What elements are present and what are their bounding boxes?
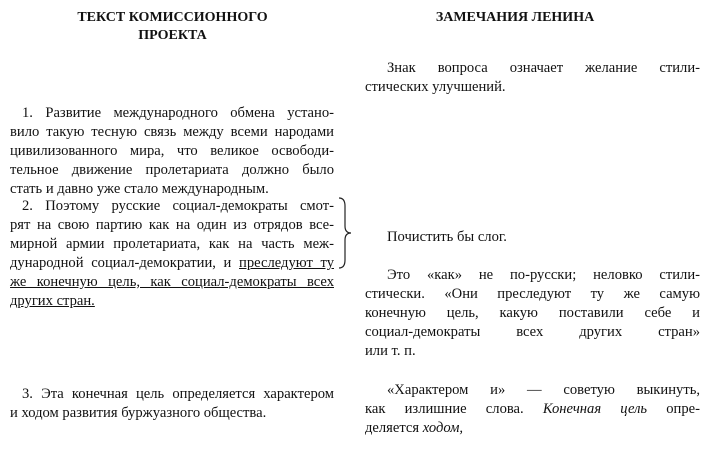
text-line	[10, 123, 334, 142]
text-line	[365, 400, 700, 419]
text-segment: 2. Поэтому русские социал-демократы смот-	[22, 198, 334, 214]
text-segment: тельное движение пролетариата должно было	[10, 162, 334, 178]
text-segment: конечную цель, какую поставили себе и	[365, 305, 700, 321]
underlined-text: же конечную цель, как социал-демократы всех	[10, 274, 334, 290]
text-line	[10, 161, 334, 180]
left-header-line1: ТЕКСТ КОМИССИОННОГО	[77, 10, 268, 25]
text-line	[365, 419, 700, 438]
text-line	[10, 273, 334, 292]
text-line	[365, 342, 700, 361]
text-line	[365, 304, 700, 323]
text-line	[387, 59, 700, 78]
text-segment: вило такую тесную связь между всеми народами	[10, 124, 334, 140]
curly-brace-mark	[336, 196, 356, 270]
text-segment: опре-	[647, 401, 701, 417]
text-line	[22, 385, 334, 404]
text-segment: 3. Эта конечная цель определяется характером	[22, 386, 334, 402]
text-segment: как излишние слова.	[365, 401, 543, 417]
text-segment: стических улучшений.	[365, 79, 506, 95]
text-segment: социал-демократы всех других стран»	[365, 324, 700, 340]
text-segment: Почистить бы слог.	[387, 229, 507, 245]
text-segment: рят на свою партию как на один из отрядов все-	[10, 217, 334, 233]
text-line	[10, 142, 334, 161]
text-line	[10, 235, 334, 254]
underlined-text: других стран.	[10, 293, 95, 309]
underlined-text: преследуют ту	[239, 255, 334, 271]
text-line	[387, 228, 700, 247]
right-column-header: ЗАМЕЧАНИЯ ЛЕНИНА	[435, 10, 595, 25]
text-line	[365, 78, 700, 97]
text-line	[387, 381, 700, 400]
text-segment: Знак вопроса означает желание стили-	[387, 60, 700, 76]
text-line	[365, 323, 700, 342]
text-line	[10, 292, 334, 311]
text-line	[22, 104, 334, 123]
text-segment: стически. «Они преследуют ту же самую	[365, 286, 700, 302]
text-segment: стать и давно уже стало международным.	[10, 181, 269, 197]
text-segment: 1. Развитие международного обмена устано-	[22, 105, 334, 121]
text-segment: цивилизованного мира, что великое освободи-	[10, 143, 334, 159]
text-line	[365, 285, 700, 304]
text-segment: «Характером и» — советую выкинуть,	[387, 382, 700, 398]
italic-text: ходом,	[422, 420, 464, 436]
text-segment: или т. п.	[365, 343, 416, 359]
text-line	[10, 404, 334, 423]
italic-text: Конечная цель	[542, 401, 648, 417]
text-line	[10, 254, 334, 273]
text-segment: мирной армии пролетариата, как на часть меж-	[10, 236, 334, 252]
text-line	[387, 266, 700, 285]
text-segment: и ходом развития буржуазного общества.	[10, 405, 267, 421]
text-line	[10, 216, 334, 235]
left-header-line2: ПРОЕКТА	[138, 28, 207, 43]
text-segment: деляется	[365, 420, 423, 436]
text-line	[22, 197, 334, 216]
text-segment: Это «как» не по-русски; неловко стили-	[387, 267, 700, 283]
text-segment: дународной социал-демократии, и	[10, 255, 240, 271]
left-column-header	[40, 9, 305, 45]
